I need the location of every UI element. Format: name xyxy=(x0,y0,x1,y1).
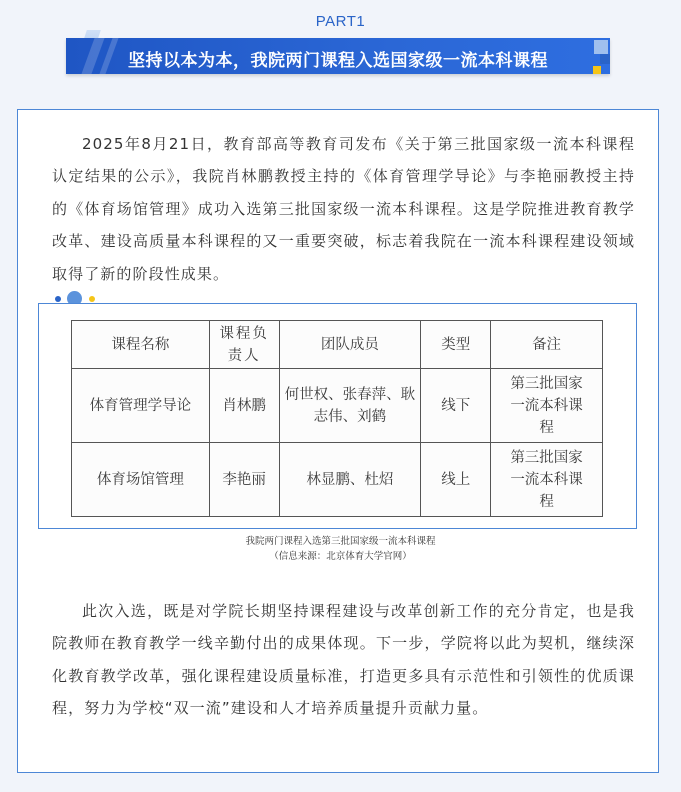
section-title: 坚持以本为本，我院两门课程入选国家级一流本科课程 xyxy=(128,51,548,71)
decor-square-blue xyxy=(600,54,610,64)
table-cell: 第三批国家一流本科课程 xyxy=(491,443,603,517)
course-table-figure xyxy=(38,303,637,529)
header-cell: 课程负责人 xyxy=(209,321,279,369)
decor-square-light xyxy=(594,40,608,54)
table-cell: 第三批国家一流本科课程 xyxy=(491,369,603,443)
course-table xyxy=(71,320,603,517)
figure-caption: 我院两门课程入选第三批国家级一流本科课程 xyxy=(245,536,436,547)
header-cell: 团队成员 xyxy=(279,321,421,369)
decor-dot-yellow xyxy=(89,296,95,302)
table-cell: 李艳丽 xyxy=(209,443,279,517)
table-cell: 肖林鹏 xyxy=(209,369,279,443)
part-label: PART1 xyxy=(315,13,366,30)
table-cell: 林显鹏、杜炤 xyxy=(279,443,421,517)
header-cell: 备注 xyxy=(491,321,603,369)
table-cell: 体育管理学导论 xyxy=(72,369,210,443)
table-cell: 线下 xyxy=(421,369,491,443)
table-cell: 何世权、张春萍、耿志伟、刘鹤 xyxy=(279,369,421,443)
figure-source: （信息来源：北京体育大学官网） xyxy=(269,551,412,562)
table-cell: 体育场馆管理 xyxy=(72,443,210,517)
header-cell: 课程名称 xyxy=(72,321,210,369)
intro-paragraph: 2025年8月21日，教育部高等教育司发布《关于第三批国家级一流本科课程认定结果的公示》，我院肖林鹏教授主持的《体育管理学导论》与李艳丽教授主持的《体育场馆管理》成功入选第三批国家级一流本科课程。这是学院推进教育教学改革、建设高质量本科课程的又一重要突破，标志着我院在一流本科课程建设领域取得了新的阶段性成果。 xyxy=(52,135,635,283)
table-row xyxy=(72,369,603,443)
closing-paragraph: 此次入选，既是对学院长期坚持课程建设与改革创新工作的充分肯定，也是我院教师在教育教学一线辛勤付出的成果体现。下一步，学院将以此为契机，继续深化教育教学改革，强化课程建设质量标准，打造更多具有示范性和引领性的优质课程，努力为学校“双一流”建设和人才培养质量提升贡献力量。 xyxy=(52,602,635,718)
section-banner xyxy=(66,38,610,74)
table-header-row xyxy=(72,321,603,369)
header-cell: 类型 xyxy=(421,321,491,369)
table-row xyxy=(72,443,603,517)
decor-dot-small-blue xyxy=(55,296,61,302)
table-cell: 线上 xyxy=(421,443,491,517)
decor-square-yellow xyxy=(593,66,601,74)
